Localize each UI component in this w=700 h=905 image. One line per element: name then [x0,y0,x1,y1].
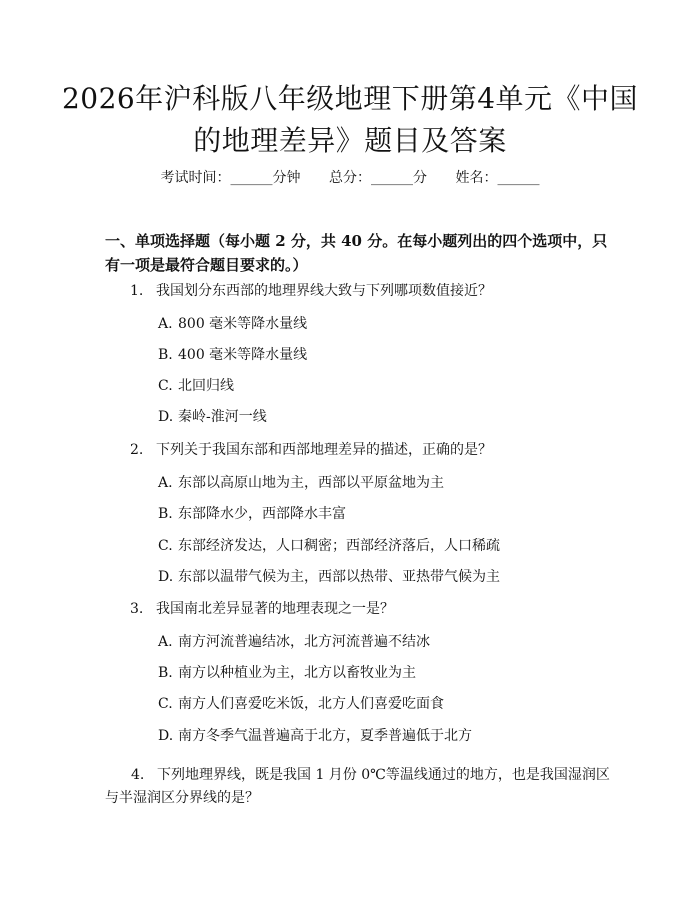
question-text: 下列关于我国东部和西部地理差异的描述，正确的是？ [156,442,492,458]
option-letter: D. [158,409,174,425]
option-2b [158,504,346,524]
option-2a [158,473,444,493]
section-heading: 一、单项选择题（每小题 2 分，共 40 分。在每小题列出的四个选项中，只有一项是最符合题目要求的。） [105,232,608,274]
option-1a [158,314,307,334]
student-name-field: 姓名：______ [455,170,540,186]
option-letter: B. [158,506,173,522]
exam-info [0,168,700,188]
option-letter: C. [158,378,173,394]
question-number: 4. [131,767,145,783]
option-text: 南方冬季气温普遍高于北方，夏季普遍低于北方 [178,728,472,744]
question-number: 1. [130,283,144,299]
option-letter: B. [158,347,173,363]
option-3c [158,694,444,714]
option-1c [158,376,234,396]
question-3 [130,599,394,619]
option-letter: D. [158,569,174,585]
option-3b [158,663,416,683]
option-letter: C. [158,538,173,554]
option-letter: A. [158,634,173,650]
question-1 [130,281,492,301]
option-text: 400 毫米等降水量线 [178,347,308,363]
page-title: 2026年沪科版八年级地理下册第4单元《中国的地理差异》题目及答案 [61,82,639,157]
question-number: 2. [130,442,144,458]
question-text: 下列地理界线，既是我国 1 月份 0℃等温线通过的地方，也是我国湿润区与半湿润区分界线的是？ [105,767,610,806]
option-1b [158,345,307,365]
option-letter: A. [158,475,173,491]
option-letter: A. [158,316,173,332]
option-text: 东部以高原山地为主，西部以平原盆地为主 [178,475,444,491]
option-letter: D. [158,728,174,744]
question-text: 我国南北差异显著的地理表现之一是？ [156,601,394,617]
option-3d [158,726,472,746]
option-text: 南方河流普遍结冰，北方河流普遍不结冰 [178,634,430,650]
question-number: 3. [130,601,144,617]
question-text: 我国划分东西部的地理界线大致与下列哪项数值接近？ [156,283,492,299]
option-text: 北回归线 [178,378,234,394]
option-3a [158,632,430,652]
option-text: 秦岭-淮河一线 [178,409,267,425]
option-2c [158,536,500,556]
exam-time-field: 考试时间：______分钟 [160,170,301,186]
option-text: 800 毫米等降水量线 [178,316,308,332]
option-letter: C. [158,696,173,712]
total-score-field: 总分：______分 [329,170,427,186]
option-2d [158,567,500,587]
option-text: 东部降水少，西部降水丰富 [178,506,346,522]
option-text: 南方人们喜爱吃米饭，北方人们喜爱吃面食 [178,696,444,712]
option-text: 东部经济发达，人口稠密；西部经济落后，人口稀疏 [178,538,500,554]
option-text: 东部以温带气候为主，西部以热带、亚热带气候为主 [178,569,500,585]
question-4 [105,764,610,810]
question-2 [130,440,492,460]
option-letter: B. [158,665,173,681]
option-1d [158,407,267,427]
option-text: 南方以种植业为主，北方以畜牧业为主 [178,665,416,681]
